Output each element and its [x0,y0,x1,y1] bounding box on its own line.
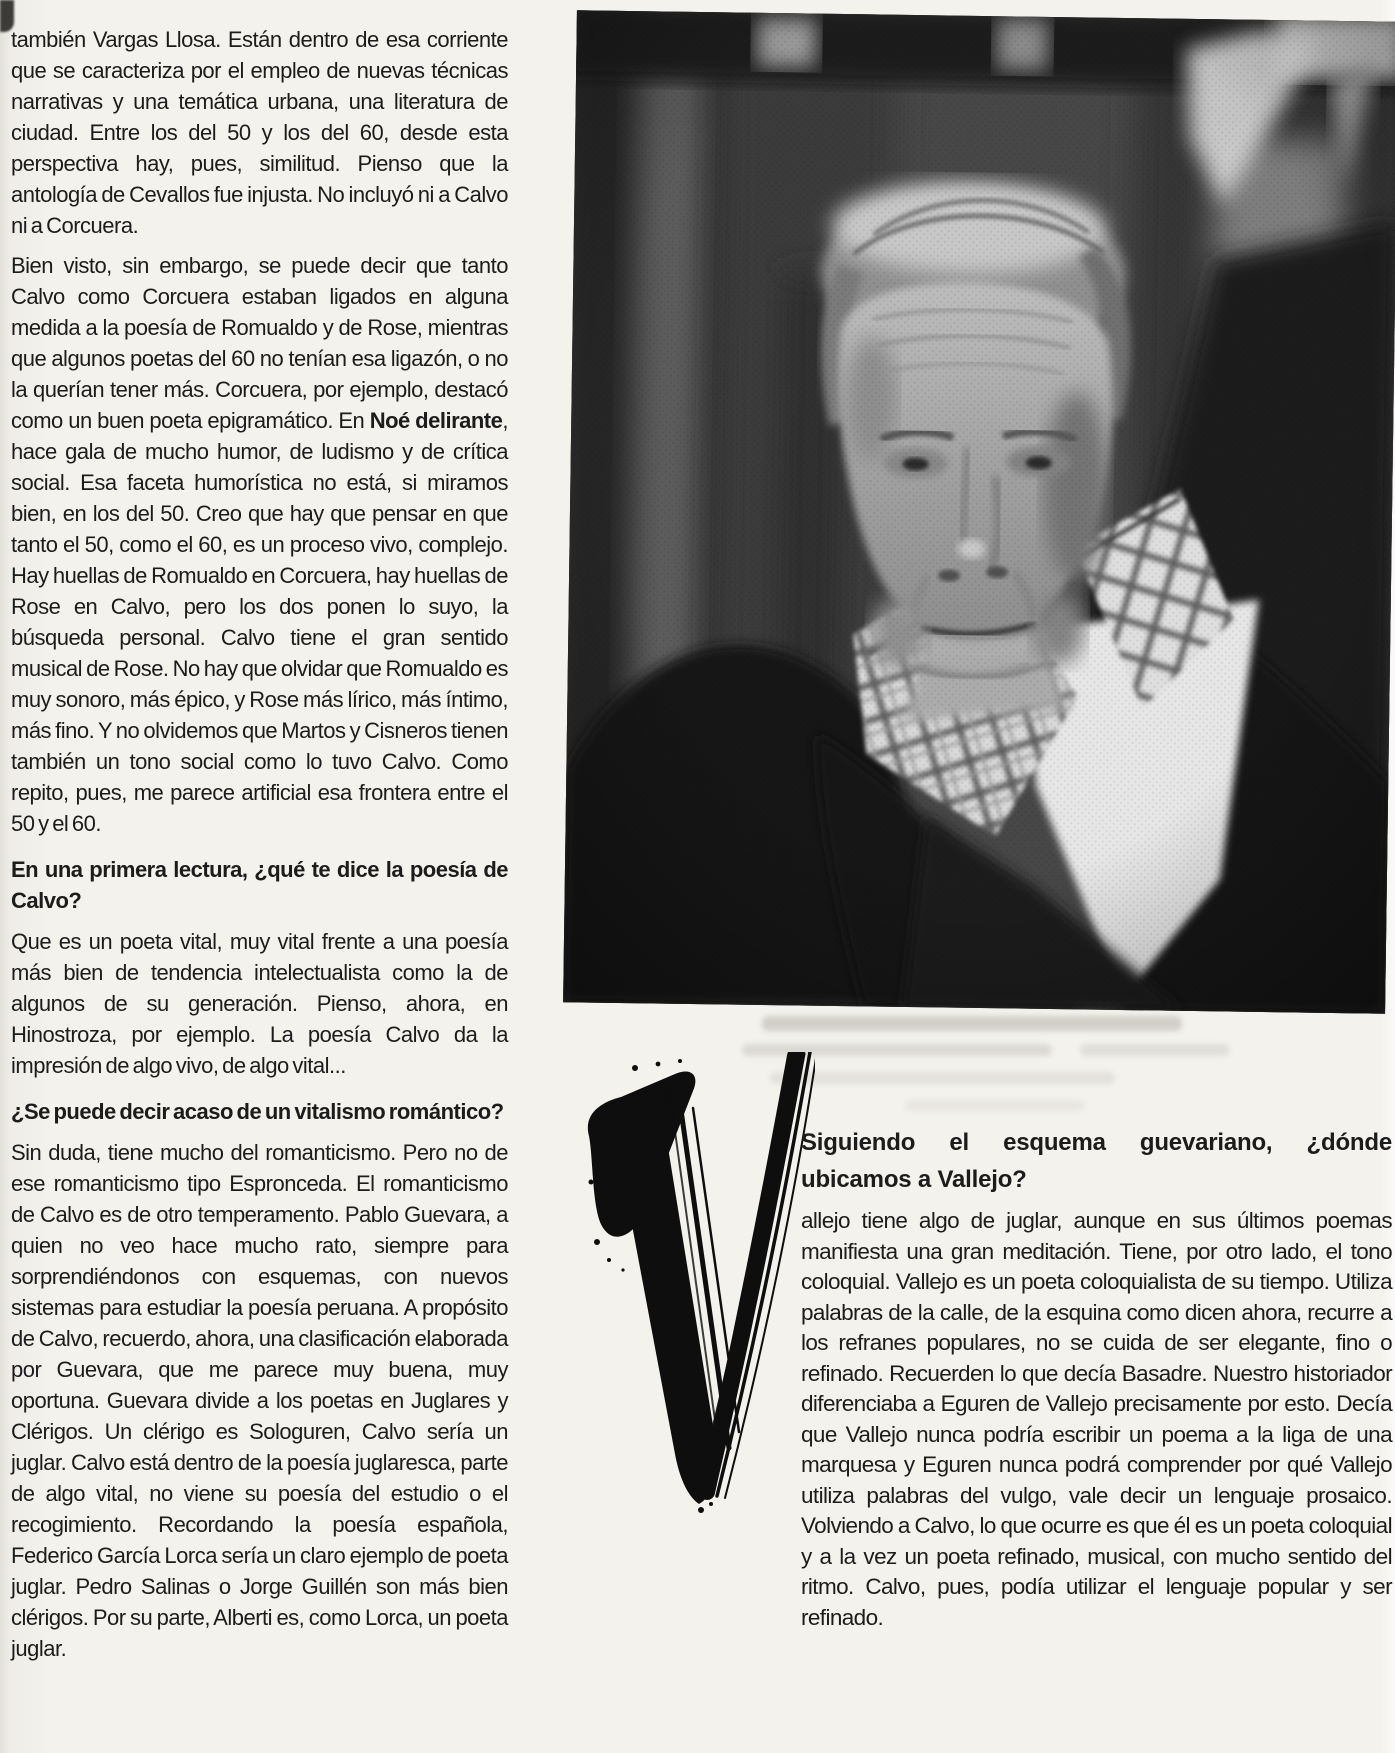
answer-vallejo: allejo tiene algo de juglar, aunque en sus últimos poemas manifiesta una gran meditación. Tiene, por otro lado, el tono coloquial. Vallejo es un poeta coloquialista de su tiempo. Utiliza palabras de la calle, de la esquina como dicen ahora, recurre a los refranes populares, no se cuida de ser elegante, fino o refinado. Recuerden lo que decía Basadre. Nuestro historiador diferenciaba a Eguren de Vallejo precisamente por esto. Decía que Vallejo nunca podría escribir un poema a la liga de una marquesa y Eguren nunca podrá comprender por qué Vallejo utiliza palabras del vulgo, vale decir un lenguaje prosaico. Volviendo a Calvo, lo que ocurre es que él es un poeta coloquial y a la vez un poeta refinado, musical, con mucho sentido del ritmo. Calvo, pues, podía utilizar el lenguaje popular y ser refinado. [801,1208,1392,1630]
paragraph-calvo-corcuera [11,250,508,839]
paragraph-text: Bien visto, sin embargo, se puede decir que tanto Calvo como Corcuera estaban ligados en alguna medida a la poesía de Romualdo y de Rose, mientras que algunos poetas del 60 no tenían esa ligazón, o no la querían tener más. Corcuera, por ejemplo, destacó como un buen poeta epigramático. En [11,253,508,433]
portrait-photo [563,10,1395,1013]
paragraph-continuation: también Vargas Llosa. Están dentro de esa corriente que se caracteriza por el empleo de nuevas técnicas narrativas y una temática urbana, una literatura de ciudad. Entre los del 50 y los del 60, desde esta perspectiva hay, pues, similitud. Pienso que la antología de Cevallos fue injusta. No incluyó ni a Calvo ni a Corcuera. [11,27,508,238]
ghost-line [770,1072,1115,1084]
answer-poeta-vital: Que es un poeta vital, muy vital frente a una poesía más bien de tendencia intelectualista como la de algunos de su generación. Pienso, ahora, en Hinostroza, por ejemplo. La poesía Calvo da la impresión de algo vivo, de algo vital... [11,929,508,1078]
question-primera-lectura: En una primera lectura, ¿qué te dice la poesía de Calvo? [11,857,508,913]
left-column [11,24,508,1673]
portrait-photo-graphic [563,10,1395,1013]
paragraph-text: , hace gala de mucho humor, de ludismo y de crítica social. Esa faceta humorística no está, si miramos bien, en los del 50. Creo que hay que pensar en que tanto el 50, como el 60, es un proceso vivo, complejo. Hay huellas de Romualdo en Corcuera, hay huellas de Rose en Calvo, pero los dos ponen lo suyo, la búsqueda personal. Calvo tiene el gran sentido musical de Rose. No hay que olvidar que Romualdo es muy sonoro, más épico, y Rose más lírico, más íntimo, más fino. Y no olvidemos que Martos y Cisneros tienen también un tono social como lo tuvo Calvo. Como repito, pues, me parece artificial esa frontera entre el 50 y el 60. [11,408,508,836]
drop-cap-v [583,1052,815,1528]
answer-romanticismo: Sin duda, tiene mucho del romanticismo. Pero no de ese romanticismo tipo Espronceda. El romanticismo de Calvo es de otro temperamento. Pablo Guevara, a quien no veo hace mucho rato, siempre para sorprendiéndonos con esquemas, con nuevos sistemas para estudiar la poesía peruana. A propósito de Calvo, recuerdo, ahora, una clasificación elaborada por Guevara, que me parece muy buena, muy oportuna. Guevara divide a los poetas en Juglares y Clérigos. Un clérigo es Sologuren, Calvo sería un juglar. Calvo está dentro de la poesía juglaresca, parte de algo vital, no viene su poesía del estudio o el recogimiento. Recordando la poesía española, Federico García Lorca sería un claro ejemplo de poeta juglar. Pedro Salinas o Jorge Guillén son más bien clérigos. Por su parte, Alberti es, como Lorca, un poeta juglar. [11,1140,508,1661]
question-vitalismo-romantico: ¿Se puede decir acaso de un vitalismo romántico? [11,1099,504,1124]
ghost-line [905,1100,1085,1111]
book-title-noe-delirante: Noé delirante [369,408,503,433]
ghost-line [762,1016,1182,1031]
question-vallejo: Siguiendo el esquema guevariano, ¿dónde ubicamos a Vallejo? [801,1129,1392,1193]
ghost-line [1080,1044,1230,1056]
brush-v-icon [583,1052,815,1528]
